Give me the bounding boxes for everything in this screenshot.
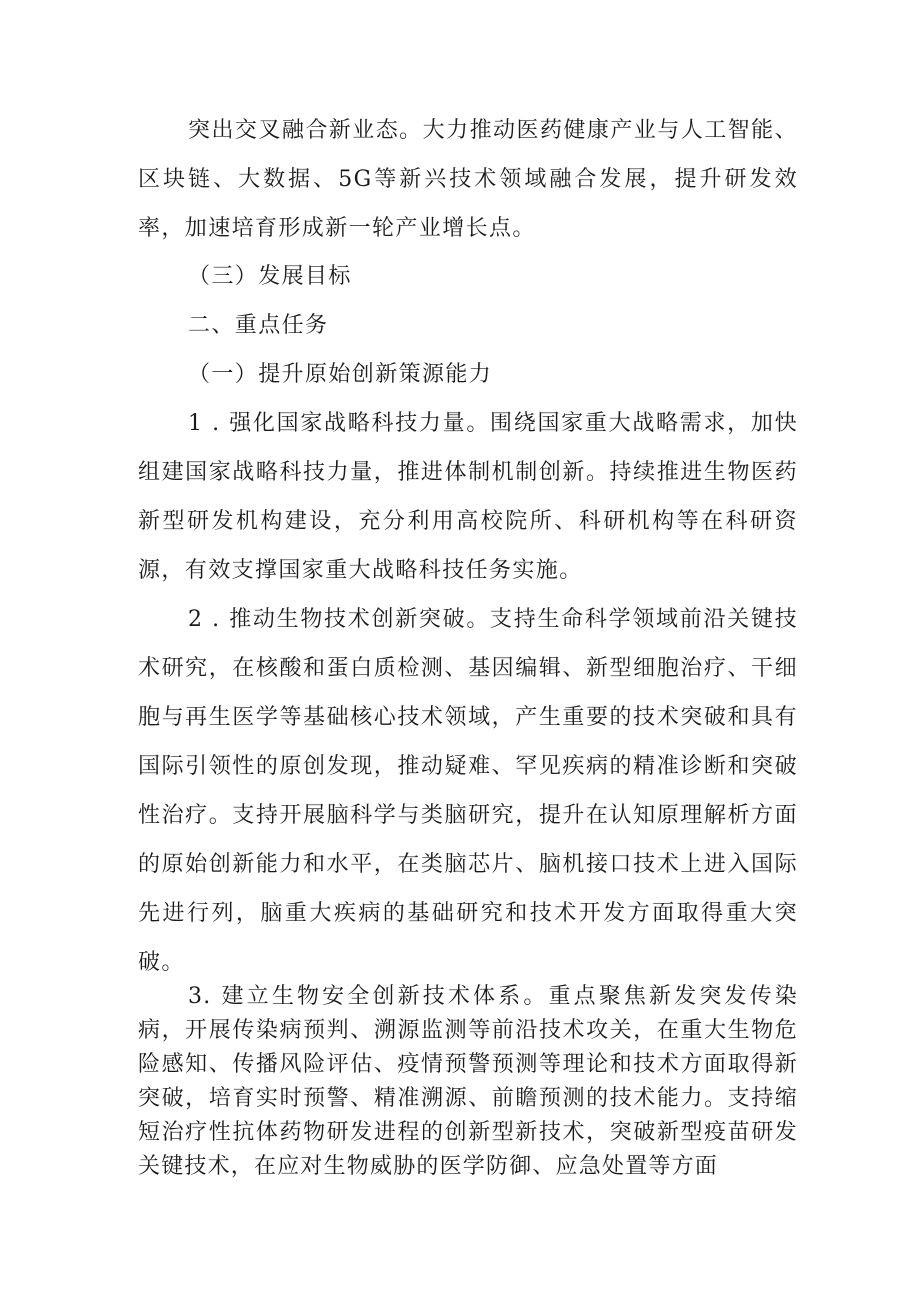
- heading-key-tasks: 二、重点任务: [188, 313, 329, 338]
- paragraph-biotech-breakthrough: 2 . 推动生物技术创新突破。支持生命科学领域前沿关键技术研究，在核酸和蛋白质检测、基因编辑、新型细胞治疗、干细胞与再生医学等基础核心技术领域，产生重要的技术突破和具有国际引领性的原创发现，推动疑难、罕见疾病的精准诊断和突破性治疗。支持开展脑科学与类脑研究，提升在认知原理解析方面的原始创新能力和水平，在类脑芯片、脑机接口技术上进入国际先进行列，脑重大疾病的基础研究和技术开发方面取得重大突破。: [138, 607, 798, 975]
- paragraph-industry-fusion: 突出交叉融合新业态。大力推动医药健康产业与人工智能、区块链、大数据、5G等新兴技术领域融合发展，提升研发效率，加速培育形成新一轮产业增长点。: [138, 118, 798, 241]
- heading-original-innovation: （一）提升原始创新策源能力: [188, 362, 493, 387]
- heading-development-goals: （三）发展目标: [188, 264, 352, 289]
- paragraph-biosafety-system: 3. 建立生物安全创新技术体系。重点聚焦新发突发传染病，开展传染病预判、溯源监测等前沿技术攻关，在重大生物危险感知、传播风险评估、疫情预警预测等理论和技术方面取得新突破，培育实时预警、精准溯源、前瞻预测的技术能力。支持缩短治疗性抗体药物研发进程的创新型新技术，突破新型疫苗研发关键技术，在应对生物威胁的医学防御、应急处置等方面: [138, 984, 798, 1179]
- paragraph-national-strategic-strength: 1 . 强化国家战略科技力量。围绕国家重大战略需求，加快组建国家战略科技力量，推进体制机制创新。持续推进生物医药新型研发机构建设，充分利用高校院所、科研机构等在科研资源，有效支撑国家重大战略科技任务实施。: [138, 411, 798, 583]
